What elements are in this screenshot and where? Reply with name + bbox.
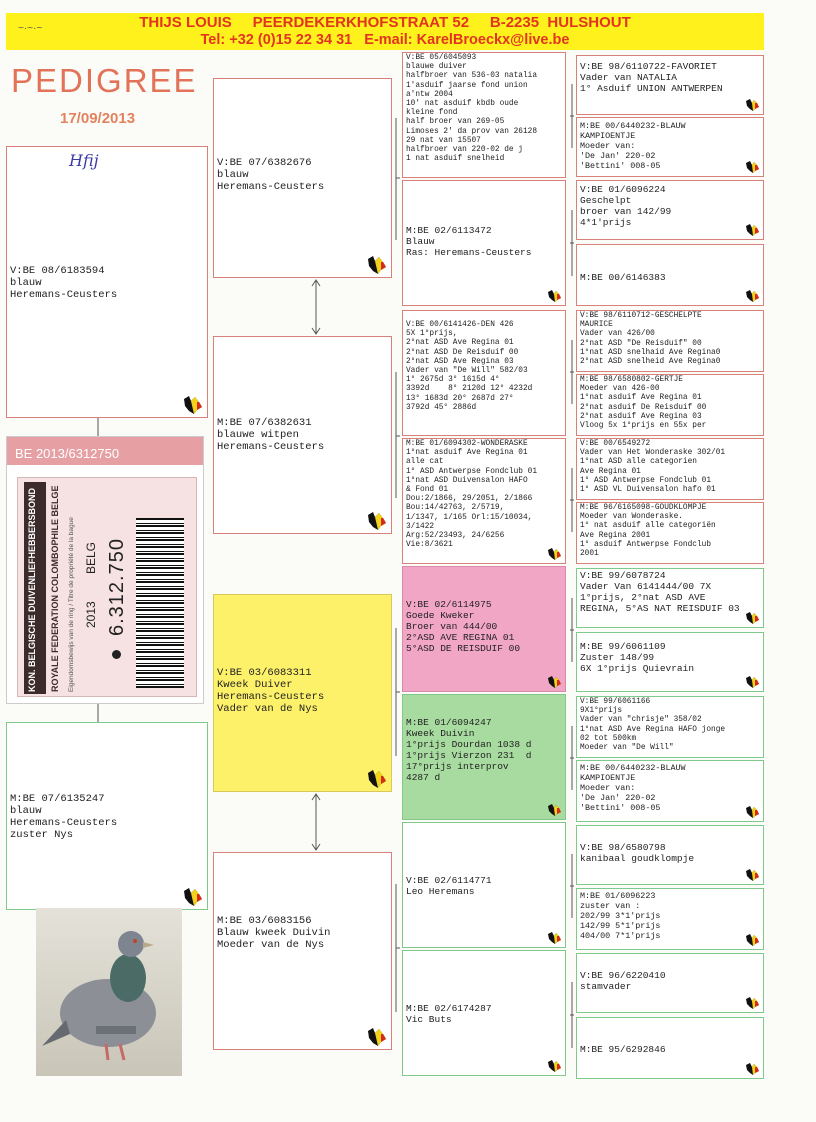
- ggp-1-text: V:BE 98/6110722-FAVORIET Vader van NATALIA 1° Asduif UNION ANTWERPEN: [580, 61, 723, 94]
- ggp-14-text: M:BE 01/6096223 zuster van : 202/99 3*1'prijs 142/99 5*1'prijs 404/00 7*1'prijs: [580, 891, 661, 941]
- subject-text: V:BE 08/6183594 blauw Heremans-Ceusters: [10, 265, 118, 301]
- ggp-7-text: V:BE 00/6549272 Vader van Het Wonderaske 302/01 1°nat ASD alle categorien Ave Regina 01 1° ASD Antwerpse Fondclub 01 1° ASD VL Duivensalon hafo 01: [580, 440, 726, 495]
- pedigree-date: 17/09/2013: [60, 110, 136, 127]
- ring-country: BELG: [84, 541, 98, 574]
- gp-yff-text: V:BE 02/6114975 Goede Kweker Broer van 444/00 2°ASD AVE REGINA 01 5°ASD DE REISDUIF 00: [406, 599, 521, 654]
- mother-text: M:BE 07/6382631 blauwe witpen Heremans-Ceusters: [217, 417, 325, 453]
- gp-ff-text: V:BE 05/6045093 blauwe duiver halfbroer van 536-03 natalia 1'asduif jaarse fond union a'ntw 2004 10' nat asduif kbdb oude kleine fond half broer van 269-05 Limoses 2' da prov van 26128 29 nat van 15507 halfbroer van 220-02 de j 1 nat asduif snelheid: [406, 54, 538, 164]
- gp-fm-text: M:BE 02/6113472 Blauw Ras: Heremans-Ceusters: [406, 225, 532, 258]
- ring-org-fr: ROYALE FEDERATION COLOMBOPHILE BELGE: [50, 485, 60, 692]
- gp-ymm-text: M:BE 02/6174287 Vic Buts: [406, 1003, 492, 1025]
- ggp-9-text: V:BE 99/6078724 Vader Van 6141444/00 7X 1°prijs, 2°nat ASD AVE REGINA, 5°AS NAT REISDUIF 03: [580, 570, 740, 614]
- gp-mm-text: M:BE 01/6094302-WONDERASKE 1°nat asduif Ave Regina 01 alle cat 1° ASD Antwerpse Fondclub 01 1°nat ASD Duivensalon HAFO & Fond 01 Dou:2/1866, 29/2051, 2/1866 Bou:14/42763, 2/5719, 1/1347, 1/165 Orl:15/10034, 3/1422 Arg:52/23493, 24/6256 Vie:8/3621: [406, 440, 538, 550]
- ggp-3-text: V:BE 01/6096224 Geschelpt broer van 142/99 4*1'prijs: [580, 184, 672, 228]
- gp-ymf-text: V:BE 02/6114771 Leo Heremans: [406, 875, 492, 897]
- header-owner-address: THIJS LOUIS PEERDEKERKHOFSTRAAT 52 B-2235 HULSHOUT: [139, 14, 631, 31]
- ggp-10-text: M:BE 99/6061109 Zuster 148/99 6X 1°prijs Quievrain: [580, 641, 695, 674]
- ring-note: Eigendomsbewijs van de ring / Titre de propriété de la bague: [68, 517, 75, 692]
- ggp-16-text: M:BE 95/6292846: [580, 1044, 666, 1055]
- ring-big-number: 6.312.750: [106, 538, 128, 636]
- ring-year: 2013: [84, 601, 98, 628]
- ggp-5-text: V:BE 98/6110712-GESCHELPTE MAURICE Vader van 426/00 2°nat ASD "De Reisduif" 00 1°nat ASD snelhaid Ave Regina0 2°nat ASD snelheid Ave Regina0: [580, 312, 721, 367]
- ggp-2-text: M:BE 00/6440232-BLAUW KAMPIOENTJE Moeder van: 'De Jan' 220-02 'Bettini' 008-05: [580, 121, 686, 171]
- father-text: V:BE 07/6382676 blauw Heremans-Ceusters: [217, 157, 325, 193]
- gp-mf-text: V:BE 00/6141426-DEN 426 5X 1°prijs, 2°nat ASD Ave Regina 01 2°nat ASD De Reisduif 00 2°nat ASD Ave Regina 03 Vader van "De Will" 582/03 1° 2675d 3° 1615d 4° 3392d 8° 2120d 12° 4232d 13° 1683d 20° 2687d 27° 3792d 45° 2886d: [406, 321, 533, 412]
- sister-text: M:BE 07/6135247 blauw Heremans-Ceusters zuster Nys: [10, 793, 118, 841]
- sister-father-text: V:BE 03/6083311 Kweek Duiver Heremans-Ceusters Vader van de Nys: [217, 667, 325, 715]
- header-contact: Tel: +32 (0)15 22 34 31 E-mail: KarelBroeckx@live.be: [200, 32, 570, 48]
- ggp-11-text: V:BE 99/6061166 9X1°prijs Vader van "chrisje" 358/02 1°nat ASD Ave Regina HAFO jonge 02 tot 500km Moeder van "De Will": [580, 698, 726, 753]
- ggp-4-text: M:BE 00/6146383: [580, 272, 666, 283]
- page-title: PEDIGREE: [11, 62, 198, 99]
- sister-mother-text: M:BE 03/6083156 Blauw kweek Duivin Moeder van de Nys: [217, 915, 331, 951]
- ggp-8-text: M:BE 96/6165098-GOUDKLOMPJE Moeder van Wonderaske. 1° nat asduif alle categoriën Ave Regina 2001 1° asduif Antwerpse Fondclub 2001: [580, 504, 716, 559]
- gp-yfm-text: M:BE 01/6094247 Kweek Duivin 1°prijs Dourdan 1038 d 1°prijs Vierzon 231 d 17°prijs interprov 4287 d: [406, 717, 532, 783]
- ggp-13-text: V:BE 98/6580798 kanibaal goudklompje: [580, 842, 695, 864]
- ring-number: BE 2013/6312750: [15, 446, 120, 461]
- signature: Hfij: [69, 151, 99, 170]
- ggp-15-text: V:BE 96/6220410 stamvader: [580, 970, 666, 992]
- header-scribble: ~·~·~: [18, 23, 43, 34]
- ring-org-nl: KON. BELGISCHE DUIVENLIEFHEBBERSBOND: [27, 487, 37, 692]
- ggp-12-text: M:BE 00/6440232-BLAUW KAMPIOENTJE Moeder van: 'De Jan' 220-02 'Bettini' 008-05: [580, 763, 686, 813]
- ggp-6-text: M:BE 98/6580802-GERTJE Moeder van 426-00 1°nat asduif Ave Regina 01 2°nat asduif De Reisduif 00 2°nat asduif Ave Regina 03 Vloog 5x 1°prijs en 55x per: [580, 376, 707, 431]
